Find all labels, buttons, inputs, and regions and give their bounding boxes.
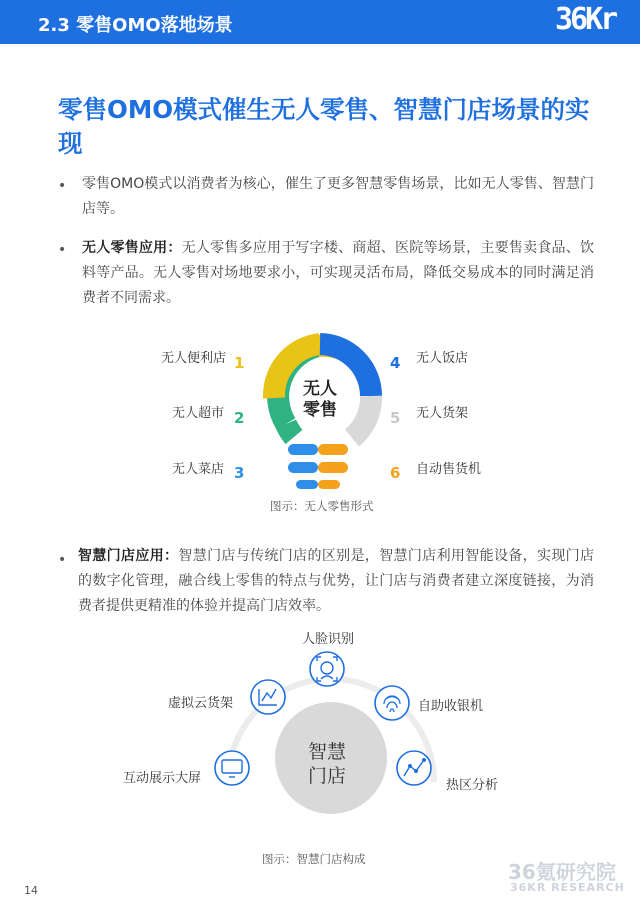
store-label-checkout: 自助收银机: [418, 699, 484, 714]
store-center-line1: 智慧: [308, 741, 347, 763]
paragraph-lead: 无人零售应用：: [82, 240, 182, 256]
store-label-shelf: 虚拟云货架: [168, 696, 234, 711]
store-label-heat: 热区分析: [446, 778, 499, 793]
bulb-center-line1: 无人: [303, 379, 337, 399]
virtual-shelf-icon: [251, 680, 285, 714]
watermark-line1: 36氪研究院: [508, 860, 616, 884]
bullet-dot: •: [58, 178, 67, 194]
heatmap-analysis-icon: [397, 751, 431, 785]
node-interactive-display: [215, 751, 249, 785]
paragraph-text: 零售OMO模式以消费者为核心，催生了更多智慧零售场景，比如无人零售、智慧门店等。: [82, 176, 594, 217]
figure-caption: 图示：无人零售形式: [270, 499, 374, 513]
form-num-3: 3: [234, 464, 245, 482]
store-label-display: 互动展示大屏: [123, 771, 202, 786]
page-title: 零售OMO模式催生无人零售、智慧门店场景的实现: [58, 95, 590, 158]
form-num-2: 2: [234, 409, 245, 427]
section-label: 2.3 零售OMO落地场景: [38, 15, 233, 36]
display-screen-icon: [215, 751, 249, 785]
store-label-face: 人脸识别: [302, 632, 355, 647]
store-center-line2: 门店: [308, 765, 347, 787]
bullet-dot: •: [58, 552, 67, 568]
bulb-center-line2: 零售: [303, 400, 337, 420]
paragraph-lead: 智慧门店应用：: [78, 548, 179, 564]
page-number: 14: [24, 884, 38, 897]
node-face-recognition: [310, 652, 344, 686]
node-self-checkout: [375, 686, 409, 720]
form-num-6: 6: [390, 464, 401, 482]
form-label-6: 自动售货机: [416, 462, 482, 477]
fingerprint-icon: [375, 686, 409, 720]
form-label-4: 无人饭店: [416, 351, 469, 366]
form-label-3: 无人菜店: [172, 462, 225, 477]
face-recognition-icon: [310, 652, 344, 686]
form-num-4: 4: [390, 354, 401, 372]
paragraph-text: 无人零售多应用于写字楼、商超、医院等场景，主要售卖食品、饮料等产品。无人零售对场地要求小，可实现灵活布局，降低交易成本的同时满足消费者不同需求。: [82, 240, 595, 306]
brand-logo: 36Kr: [555, 2, 616, 37]
paragraph-text: 智慧门店与传统门店的区别是，智慧门店利用智能设备，实现门店的数字化管理，融合线上零售的特点与优势，让门店与消费者建立深度链接，为消费者提供更精准的体验并提高门店效率。: [78, 548, 595, 614]
form-num-1: 1: [234, 354, 245, 372]
figure-caption: 图示：智慧门店构成: [262, 852, 366, 866]
form-num-5: 5: [390, 409, 401, 427]
node-heat-analysis: [397, 751, 431, 785]
bullet-dot: •: [58, 242, 67, 258]
node-virtual-shelf: [251, 680, 285, 714]
form-label-1: 无人便利店: [161, 351, 227, 366]
watermark-line2: 36KR RESEARCH: [510, 881, 625, 894]
form-label-2: 无人超市: [172, 406, 225, 421]
form-label-5: 无人货架: [416, 406, 469, 421]
